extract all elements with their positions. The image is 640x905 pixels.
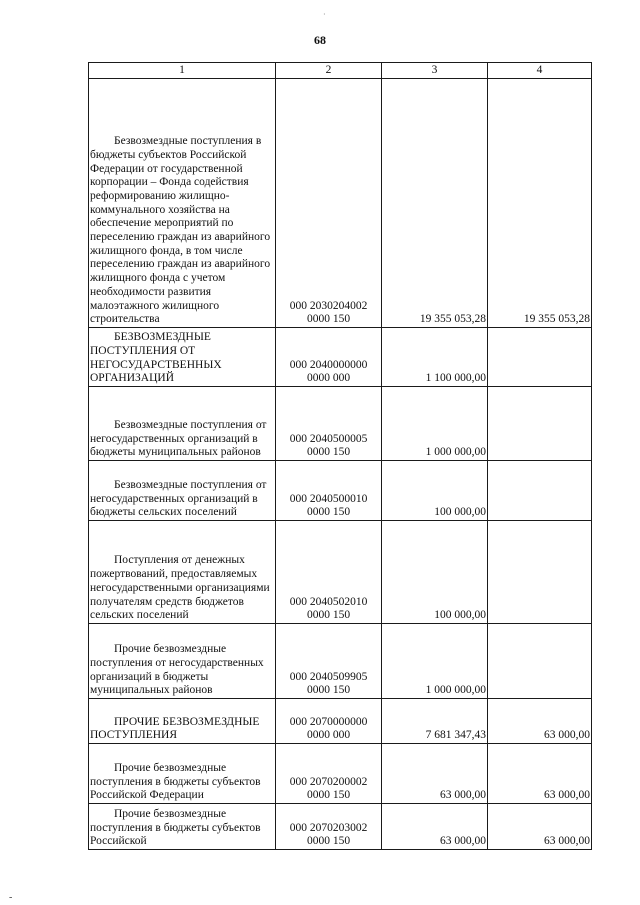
table-row [89, 521, 592, 624]
row-code [276, 624, 382, 699]
row-code-line1: 000 2040502010 [289, 595, 368, 608]
row-name-text: Безвозмездные поступления от негосударственных организаций в бюджеты муниципальных районов [90, 418, 267, 459]
row-code [276, 79, 382, 328]
row-name-text: Поступления от денежных пожертвований, предоставляемых негосударственными организациями получателям средств бюджетов сельских поселений [90, 554, 270, 622]
row-value-col4: 63 000,00 [488, 699, 592, 744]
row-code [276, 461, 382, 521]
row-code [276, 699, 382, 744]
row-code-line2: 0000 000 [306, 729, 351, 742]
row-name [89, 624, 276, 699]
header-col-3: 3 [382, 63, 488, 79]
row-code [276, 521, 382, 624]
table-row [89, 461, 592, 521]
scan-mark: · [323, 10, 326, 19]
row-value-col3: 19 355 053,28 [382, 79, 488, 328]
row-code [276, 804, 382, 850]
table-row [89, 328, 592, 387]
header-col-1: 1 [89, 63, 276, 79]
row-value-col4: 19 355 053,28 [488, 79, 592, 328]
row-name-text: Прочие безвозмездные поступления в бюджеты субъектов Российской [90, 807, 261, 848]
row-name [89, 79, 276, 328]
row-value-col3: 100 000,00 [382, 461, 488, 521]
row-value-col4 [488, 624, 592, 699]
table-row [89, 744, 592, 804]
row-code-line1: 000 2070200002 [289, 775, 368, 788]
table-row [89, 624, 592, 699]
row-code-line1: 000 2070000000 [289, 715, 368, 728]
row-name [89, 804, 276, 850]
row-name [89, 461, 276, 521]
row-code [276, 744, 382, 804]
row-value-col4 [488, 328, 592, 387]
row-value-col3: 100 000,00 [382, 521, 488, 624]
row-value-col4: 63 000,00 [488, 744, 592, 804]
row-name-text: БЕЗВОЗМЕЗДНЫЕ ПОСТУПЛЕНИЯ ОТ НЕГОСУДАРСТВЕННЫХ ОРГАНИЗАЦИЙ [90, 331, 222, 385]
row-code-line1: 000 2070203002 [289, 821, 368, 834]
header-row [89, 63, 592, 79]
row-code-line2: 0000 000 [306, 372, 351, 385]
row-name [89, 328, 276, 387]
row-name [89, 387, 276, 461]
row-name [89, 699, 276, 744]
row-code-line2: 0000 150 [306, 684, 351, 697]
row-name [89, 744, 276, 804]
row-code-line1: 000 2040000000 [289, 358, 368, 371]
header-col-4: 4 [488, 63, 592, 79]
row-code-line2: 0000 150 [306, 446, 351, 459]
row-name-text: Прочие безвозмездные поступления в бюджеты субъектов Российской Федерации [90, 761, 261, 802]
row-value-col4 [488, 387, 592, 461]
row-value-col3: 1 100 000,00 [382, 328, 488, 387]
table-row [89, 387, 592, 461]
row-code [276, 387, 382, 461]
row-name [89, 521, 276, 624]
table-row [89, 699, 592, 744]
row-name-text: ПРОЧИЕ БЕЗВОЗМЕЗДНЫЕ ПОСТУПЛЕНИЯ [90, 715, 260, 742]
row-value-col3: 63 000,00 [382, 744, 488, 804]
row-value-col4: 63 000,00 [488, 804, 592, 850]
row-code-line1: 000 2030204002 [289, 299, 368, 312]
row-code-line2: 0000 150 [306, 789, 351, 802]
row-code-line1: 000 2040509905 [289, 670, 368, 683]
row-code-line2: 0000 150 [306, 313, 351, 326]
row-value-col3: 63 000,00 [382, 804, 488, 850]
table-row [89, 79, 592, 328]
header-col-2: 2 [276, 63, 382, 79]
row-code-line1: 000 2040500005 [289, 432, 368, 445]
row-value-col3: 1 000 000,00 [382, 624, 488, 699]
row-name-text: Безвозмездные поступления от негосударственных организаций в бюджеты сельских поселений [90, 478, 267, 519]
row-name-text: Прочие безвозмездные поступления от негосударственных организаций в бюджеты муниципальных районов [90, 643, 264, 697]
row-code [276, 328, 382, 387]
page-number: 68 [314, 33, 326, 47]
row-value-col4 [488, 461, 592, 521]
row-value-col4 [488, 521, 592, 624]
row-code-line2: 0000 150 [306, 835, 351, 848]
row-code-line2: 0000 150 [306, 506, 351, 519]
row-code-line2: 0000 150 [306, 609, 351, 622]
corner-mark: - [9, 892, 13, 903]
row-value-col3: 1 000 000,00 [382, 387, 488, 461]
row-code-line1: 000 2040500010 [289, 492, 368, 505]
budget-table [88, 62, 592, 850]
row-name-text: Безвозмездные поступления в бюджеты субъектов Российской Федерации от государственной корпорации – Фонда содействия реформированию жилищно-коммунального хозяйства на обеспечение мероприятий по переселению граждан из аварийного жилищного фонда, в том числе переселению граждан из аварийного жилищного фонда с учетом необходимости развития малоэтажного жилищного строительства [90, 135, 271, 326]
table-row [89, 804, 592, 850]
row-value-col3: 7 681 347,43 [382, 699, 488, 744]
